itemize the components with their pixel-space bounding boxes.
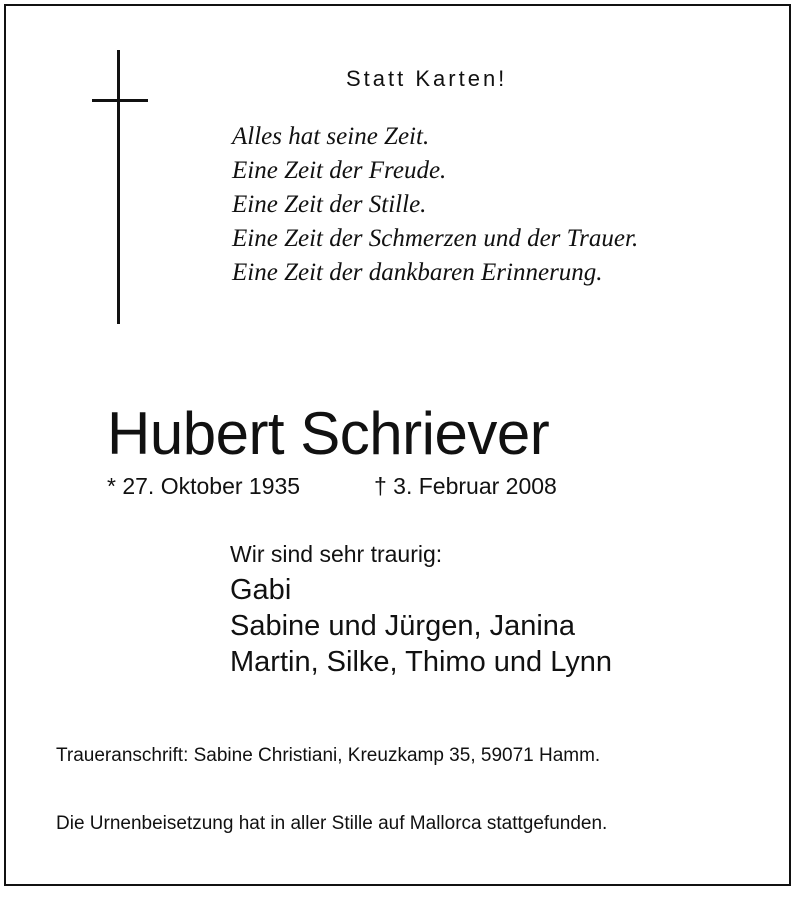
poem-line: Eine Zeit der Schmerzen und der Trauer.	[232, 225, 639, 252]
family-member: Gabi	[230, 574, 292, 606]
notice-header: Statt Karten!	[346, 66, 508, 91]
poem-line: Alles hat seine Zeit.	[232, 123, 430, 150]
deceased-name: Hubert Schriever	[107, 400, 550, 467]
obituary-notice	[4, 4, 791, 886]
mourning-address: Traueranschrift: Sabine Christiani, Kreuzkamp 35, 59071 Hamm.	[56, 745, 601, 766]
poem-line: Eine Zeit der dankbaren Erinnerung.	[232, 259, 603, 286]
family-member: Martin, Silke, Thimo und Lynn	[230, 646, 613, 678]
poem	[232, 120, 638, 290]
family-list	[230, 572, 612, 680]
mourning-intro: Wir sind sehr traurig:	[230, 541, 443, 567]
poem-line: Eine Zeit der Stille.	[232, 191, 427, 218]
cross-horizontal-bar	[92, 99, 148, 102]
family-member: Sabine und Jürgen, Janina	[230, 610, 576, 642]
poem-line: Eine Zeit der Freude.	[232, 157, 447, 184]
birth-date: * 27. Oktober 1935	[107, 473, 301, 499]
cross-vertical-bar	[117, 50, 120, 324]
death-date: † 3. Februar 2008	[374, 473, 557, 499]
burial-note: Die Urnenbeisetzung hat in aller Stille auf Mallorca stattgefunden.	[56, 813, 608, 834]
